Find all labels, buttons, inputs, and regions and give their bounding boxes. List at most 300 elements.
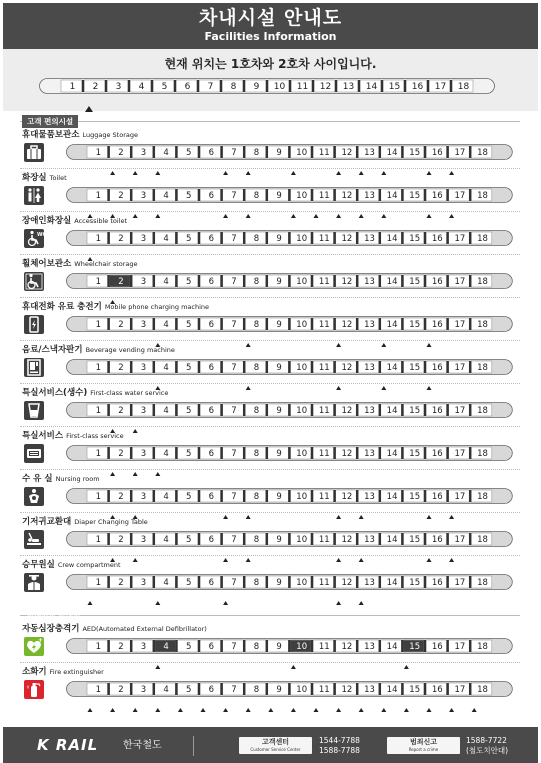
car-17-number: 17: [454, 685, 466, 696]
car-4-number: 4: [163, 363, 169, 374]
car-divider: [198, 490, 200, 502]
car-divider: [220, 533, 222, 545]
car-11-number: 11: [318, 578, 330, 589]
car-16-number: 16: [411, 82, 424, 93]
car-divider: [128, 80, 130, 92]
car-divider: [311, 404, 313, 416]
marker-car-2: [110, 472, 115, 476]
car-divider: [107, 146, 109, 158]
car-divider: [266, 533, 268, 545]
facility-name-ko: 휴대물품보관소: [22, 130, 80, 140]
facility-name-ko: 소화기: [22, 667, 47, 677]
car-divider: [450, 80, 452, 92]
car-divider: [107, 318, 109, 330]
car-4-number: 4: [138, 82, 145, 93]
marker-car-11: [314, 214, 319, 218]
car-4-number: 4: [163, 148, 169, 159]
car-divider: [198, 404, 200, 416]
car-18-number: 18: [477, 277, 488, 288]
car-divider: [151, 80, 153, 92]
car-8-number: 8: [253, 492, 260, 503]
facility-name-en: Beverage vending machine: [85, 346, 175, 354]
facility-name-ko: 음료/스낵자판기: [22, 345, 83, 355]
car-divider: [288, 640, 290, 652]
facility-markers-crew: [66, 591, 513, 610]
car-divider: [424, 447, 426, 459]
car-divider: [469, 683, 471, 695]
markers-luggage: [66, 170, 513, 176]
car-divider: [288, 232, 290, 244]
car-divider: [243, 146, 245, 158]
car-18-number: 18: [477, 191, 488, 202]
marker-car-9: [268, 708, 273, 712]
car-13-number: 13: [364, 685, 375, 696]
marker-car-6: [201, 708, 206, 712]
car-divider: [356, 189, 358, 201]
marker-car-10: [291, 665, 296, 669]
car-divider: [288, 576, 290, 588]
car-divider: [243, 275, 245, 287]
page-title: 차내시설 안내도: [198, 7, 343, 29]
car-divider: [220, 318, 222, 330]
car-15-number: 15: [409, 234, 421, 245]
car-8-number: 8: [253, 642, 260, 653]
facility-name-en: AED(Automated External Defibrillator): [82, 625, 207, 633]
car-divider: [424, 361, 426, 373]
car-divider: [130, 576, 132, 588]
car-divider: [175, 447, 177, 459]
marker-car-12: [336, 386, 341, 390]
marker-car-8: [246, 343, 251, 347]
car-6-number: 6: [208, 234, 215, 245]
water-cup-icon: [24, 401, 44, 420]
car-divider: [107, 447, 109, 459]
car-2-number: 2: [92, 82, 99, 93]
car-divider: [243, 361, 245, 373]
car-1-number: 1: [95, 642, 102, 653]
car-divider: [266, 146, 268, 158]
car-2-number: 2: [118, 320, 124, 331]
car-divider: [381, 80, 383, 92]
marker-car-4: [155, 665, 160, 669]
car-2-number: 2: [118, 148, 124, 159]
facility-name-en: Luggage Storage: [82, 131, 138, 139]
car-divider: [107, 361, 109, 373]
car-10-number: 10: [296, 492, 308, 503]
car-divider: [379, 640, 381, 652]
car-12-number: 12: [341, 449, 353, 460]
car-13-number: 13: [364, 449, 375, 460]
car-divider: [288, 318, 290, 330]
train-diagram-water: [66, 402, 513, 418]
car-divider: [379, 146, 381, 158]
car-divider: [153, 447, 155, 459]
car-17-number: 17: [454, 191, 466, 202]
car-3-number: 3: [140, 685, 147, 696]
car-12-number: 12: [341, 685, 353, 696]
car-8-number: 8: [253, 406, 260, 417]
car-divider: [333, 361, 335, 373]
car-divider: [130, 318, 132, 330]
car-9-number: 9: [276, 492, 282, 503]
car-9-number: 9: [276, 234, 282, 245]
car-divider: [243, 404, 245, 416]
facility-name-ko: 휴대전화 유료 충전기: [22, 302, 102, 312]
car-divider: [469, 146, 471, 158]
car-divider: [401, 232, 403, 244]
car-6-number: 6: [208, 320, 215, 331]
car-8-number: 8: [253, 191, 260, 202]
car-10-number: 10: [296, 406, 308, 417]
car-16-number: 16: [431, 578, 443, 589]
car-divider: [311, 361, 313, 373]
car-8-number: 8: [253, 148, 260, 159]
car-15-number: 15: [409, 685, 421, 696]
car-divider: [427, 80, 429, 92]
car-divider: [356, 361, 358, 373]
car-divider: [446, 447, 448, 459]
facility-name-en: First-class water service: [90, 389, 169, 397]
car-8-number: 8: [253, 449, 260, 460]
car-divider: [379, 490, 381, 502]
car-divider: [107, 490, 109, 502]
car-18-number: 18: [477, 535, 488, 546]
car-divider: [105, 80, 107, 92]
car-3-number: 3: [140, 406, 147, 417]
car-1-number: 1: [95, 320, 102, 331]
car-divider: [356, 533, 358, 545]
car-8-number: 8: [253, 320, 260, 331]
facility-markers-luggage: [66, 161, 513, 180]
car-10-number: 10: [296, 277, 308, 288]
car-divider: [220, 189, 222, 201]
car-10-number: 10: [296, 578, 308, 589]
car-divider: [107, 640, 109, 652]
car-3-number: 3: [140, 191, 147, 202]
marker-car-7: [223, 601, 228, 605]
car-11-number: 11: [318, 191, 330, 202]
car-divider: [469, 232, 471, 244]
train-diagram-phone_charging: [66, 316, 513, 332]
car-13-number: 13: [364, 363, 375, 374]
car-divider: [446, 275, 448, 287]
car-divider: [243, 318, 245, 330]
marker-car-10: [291, 214, 296, 218]
car-7-number: 7: [231, 148, 237, 159]
car-divider: [288, 189, 290, 201]
facility-label-aed: [22, 624, 207, 635]
korail-logo: K RAIL: [37, 736, 99, 754]
marker-car-10: [291, 171, 296, 175]
marker-car-13: [359, 601, 364, 605]
car-7-number: 7: [231, 234, 237, 245]
car-divider: [401, 189, 403, 201]
car-divider: [333, 447, 335, 459]
car-12-number: 12: [341, 277, 353, 288]
car-divider: [446, 318, 448, 330]
row-separator: [20, 254, 520, 255]
car-divider: [469, 275, 471, 287]
car-divider: [311, 683, 313, 695]
car-6-number: 6: [208, 685, 215, 696]
car-7-number: 7: [231, 642, 237, 653]
marker-car-12: [336, 214, 341, 218]
car-divider: [424, 189, 426, 201]
markers-extinguisher: [66, 707, 513, 713]
car-8-number: 8: [253, 277, 260, 288]
car-divider: [469, 533, 471, 545]
car-divider: [424, 683, 426, 695]
car-divider: [175, 576, 177, 588]
car-13-number: 13: [364, 191, 375, 202]
marker-car-13: [359, 515, 364, 519]
car-2-number: 2: [118, 363, 124, 374]
first-class-icon: [24, 444, 44, 463]
car-17-number: 17: [454, 406, 466, 417]
marker-car-8: [246, 214, 251, 218]
car-divider: [424, 533, 426, 545]
car-11-number: 11: [318, 363, 330, 374]
car-divider: [469, 318, 471, 330]
car-divider: [107, 189, 109, 201]
car-13-number: 13: [364, 642, 375, 653]
car-divider: [198, 576, 200, 588]
car-13-number: 13: [364, 535, 375, 546]
car-divider: [175, 640, 177, 652]
row-separator: [20, 383, 520, 384]
car-divider: [401, 404, 403, 416]
footer-divider: [193, 736, 194, 756]
car-divider: [446, 189, 448, 201]
car-10-number: 10: [296, 642, 308, 653]
car-11-number: 11: [318, 642, 330, 653]
car-14-number: 14: [386, 449, 398, 460]
car-16-number: 16: [431, 685, 443, 696]
car-12-number: 12: [341, 642, 353, 653]
car-18-number: 18: [477, 320, 488, 331]
facility-markers-first_class: [66, 462, 513, 481]
car-7-number: 7: [231, 191, 237, 202]
customer-center-number-1: 1544-7788: [319, 736, 360, 745]
car-divider: [446, 533, 448, 545]
car-divider: [401, 275, 403, 287]
car-divider: [198, 275, 200, 287]
accessible-toilet-icon: [24, 229, 47, 248]
car-3-number: 3: [140, 363, 147, 374]
marker-car-4: [155, 708, 160, 712]
marker-car-8: [246, 558, 251, 562]
car-1-number: 1: [69, 82, 76, 93]
car-divider: [175, 683, 177, 695]
facility-name-ko: 특실서비스: [22, 431, 64, 441]
car-13-number: 13: [364, 234, 375, 245]
marker-car-3: [133, 558, 138, 562]
car-18-number: 18: [477, 685, 488, 696]
car-divider: [198, 533, 200, 545]
marker-car-14: [381, 214, 386, 218]
car-12-number: 12: [341, 578, 353, 589]
marker-car-8: [246, 171, 251, 175]
car-10-number: 10: [296, 363, 308, 374]
customer-center-numbers: [319, 736, 360, 756]
facility-name-ko: 휠체어보관소: [22, 259, 72, 269]
car-9-number: 9: [276, 191, 282, 202]
car-15-number: 15: [409, 578, 421, 589]
facility-name-en: Wheelchair storage: [74, 260, 138, 268]
car-12-number: 12: [341, 363, 353, 374]
car-11-number: 11: [318, 148, 330, 159]
wheelchair-icon: [24, 272, 44, 291]
car-divider: [130, 189, 132, 201]
crime-report-police: (철도치안대): [466, 746, 509, 755]
car-3-number: 3: [115, 82, 122, 93]
car-divider: [130, 683, 132, 695]
train-diagram-toilet: [66, 187, 513, 203]
car-5-number: 5: [185, 191, 192, 202]
car-divider: [469, 447, 471, 459]
car-7-number: 7: [231, 363, 237, 374]
car-14-number: 14: [386, 277, 398, 288]
marker-car-10: [291, 708, 296, 712]
marker-car-13: [359, 558, 364, 562]
facility-name-en: Toilet: [49, 174, 67, 182]
car-divider: [424, 576, 426, 588]
marker-car-7: [223, 515, 228, 519]
car-8-number: 8: [253, 578, 260, 589]
car-divider: [243, 490, 245, 502]
car-17-number: 17: [454, 363, 466, 374]
car-divider: [379, 361, 381, 373]
facility-markers-aed: [66, 655, 513, 674]
car-9-number: 9: [253, 82, 260, 93]
current-train-diagram: [39, 78, 495, 98]
car-divider: [243, 640, 245, 652]
car-divider: [333, 146, 335, 158]
car-11-number: 11: [318, 492, 330, 503]
car-8-number: 8: [253, 234, 260, 245]
car-5-number: 5: [185, 277, 192, 288]
diaper-icon: [24, 530, 44, 549]
car-divider: [175, 490, 177, 502]
car-divider: [356, 640, 358, 652]
car-divider: [379, 189, 381, 201]
row-separator: [20, 469, 520, 470]
car-divider: [175, 404, 177, 416]
marker-car-12: [336, 343, 341, 347]
facility-label-water: [22, 388, 168, 399]
train-diagram-extinguisher: [66, 681, 513, 697]
car-divider: [288, 361, 290, 373]
facility-name-en: Nursing room: [55, 475, 100, 483]
car-13-number: 13: [364, 320, 375, 331]
marker-car-11: [314, 708, 319, 712]
marker-car-2: [110, 708, 115, 712]
car-4-number: 4: [163, 234, 169, 245]
car-1-number: 1: [95, 191, 102, 202]
car-divider: [446, 490, 448, 502]
car-16-number: 16: [431, 191, 443, 202]
car-divider: [356, 318, 358, 330]
car-divider: [379, 683, 381, 695]
facility-label-luggage: [22, 130, 138, 141]
car-17-number: 17: [454, 234, 466, 245]
car-15-number: 15: [409, 642, 421, 653]
car-6-number: 6: [208, 578, 215, 589]
car-18-number: 18: [477, 406, 488, 417]
facility-label-toilet: [22, 173, 67, 184]
car-18-number: 18: [477, 578, 488, 589]
car-divider: [424, 490, 426, 502]
car-divider: [404, 80, 406, 92]
train-diagram-luggage: [66, 144, 513, 160]
car-divider: [356, 576, 358, 588]
train-diagram-accessible_toilet: [66, 230, 513, 246]
car-1-number: 1: [95, 234, 102, 245]
marker-car-4: [155, 214, 160, 218]
car-divider: [379, 404, 381, 416]
car-12-number: 12: [341, 320, 353, 331]
car-10-number: 10: [296, 449, 308, 460]
car-16-number: 16: [431, 642, 443, 653]
car-14-number: 14: [386, 535, 398, 546]
car-divider: [401, 361, 403, 373]
car-1-number: 1: [95, 406, 102, 417]
car-2-number: 2: [118, 642, 124, 653]
car-divider: [288, 490, 290, 502]
current-location-panel: [3, 49, 538, 111]
car-divider: [220, 576, 222, 588]
car-divider: [401, 490, 403, 502]
marker-car-5: [178, 708, 183, 712]
car-16-number: 16: [431, 406, 443, 417]
crime-report-label: 범죄신고: [409, 738, 438, 746]
car-divider: [198, 361, 200, 373]
car-divider: [130, 232, 132, 244]
car-14-number: 14: [386, 148, 398, 159]
car-divider: [243, 447, 245, 459]
car-5-number: 5: [185, 406, 192, 417]
car-2-number: 2: [118, 685, 124, 696]
car-divider: [335, 80, 337, 92]
car-divider: [401, 640, 403, 652]
car-divider: [266, 275, 268, 287]
car-divider: [469, 361, 471, 373]
page-header: [3, 3, 538, 49]
row-separator: [20, 555, 520, 556]
car-14-number: 14: [386, 578, 398, 589]
car-1-number: 1: [95, 277, 102, 288]
car-2-number: 2: [118, 406, 124, 417]
train-diagram-wheelchair: [66, 273, 513, 289]
page-footer: [3, 727, 538, 763]
train-diagram-vending: [66, 359, 513, 375]
car-8-number: 8: [253, 685, 260, 696]
car-divider: [424, 275, 426, 287]
car-14-number: 14: [386, 363, 398, 374]
car-12-number: 12: [341, 535, 353, 546]
marker-car-7: [223, 214, 228, 218]
facility-name-ko: 장애인화장실: [22, 216, 72, 226]
car-4-number: 4: [163, 320, 169, 331]
car-14-number: 14: [386, 191, 398, 202]
car-divider: [288, 146, 290, 158]
car-11-number: 11: [318, 535, 330, 546]
car-3-number: 3: [140, 320, 147, 331]
car-11-number: 11: [296, 82, 309, 93]
car-10-number: 10: [296, 148, 308, 159]
car-18-number: 18: [477, 492, 488, 503]
car-divider: [266, 490, 268, 502]
